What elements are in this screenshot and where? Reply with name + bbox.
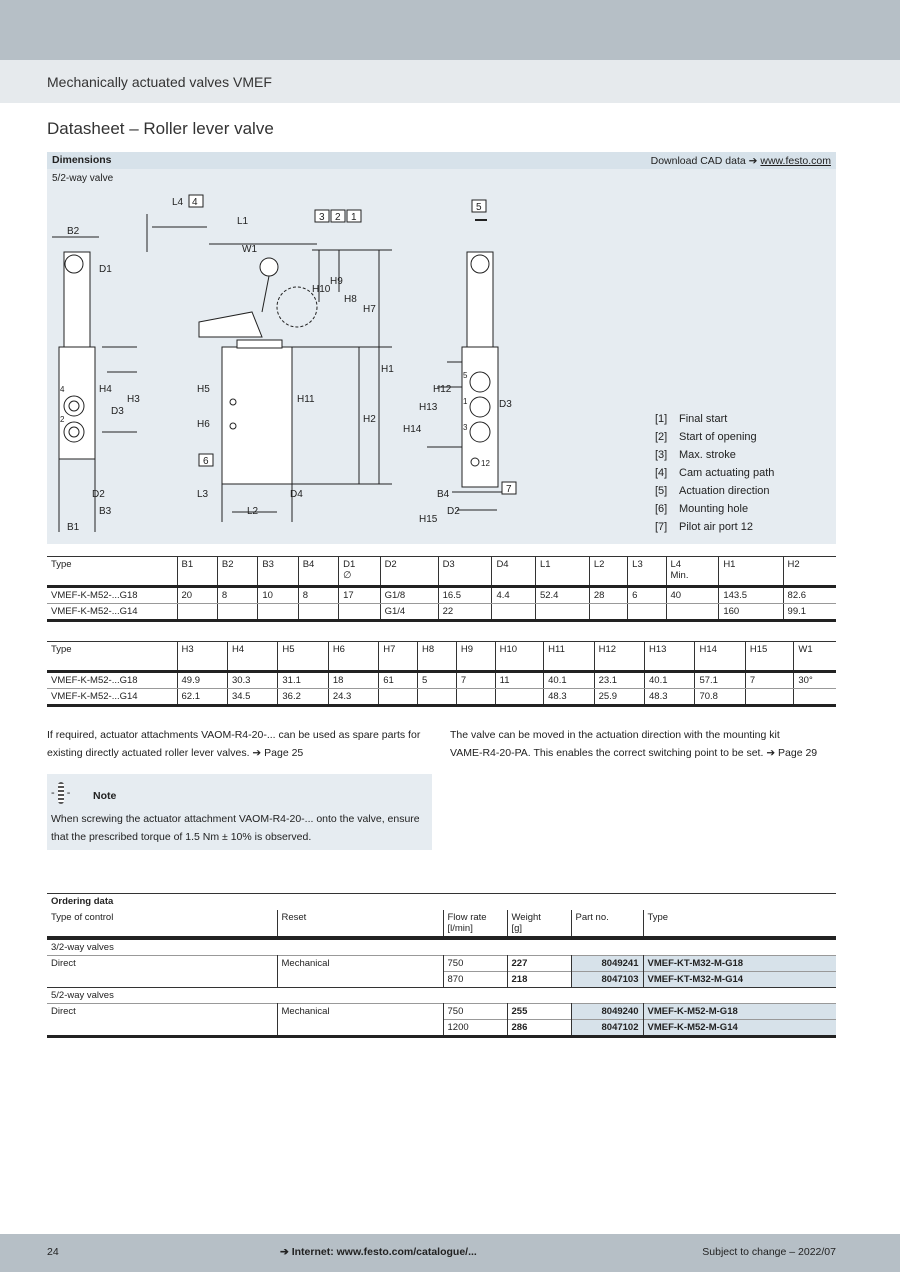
table-cell: 143.5: [719, 587, 783, 604]
header-cell: L3: [628, 557, 666, 587]
ordering-cell: VMEF-KT-M32-M-G18: [643, 955, 836, 971]
ordering-cell: 750: [443, 1003, 507, 1019]
table-cell: [456, 689, 495, 706]
ordering-cell: Mechanical: [277, 1003, 443, 1019]
svg-text:H14: H14: [403, 424, 422, 435]
spare-parts-text: If required, actuator attachments VAOM-R4-20-... can be used as spare parts for existing directly actuated roller lever valves. ➔ Page 25: [47, 729, 421, 759]
table-header-row: [47, 557, 836, 587]
ordering-cell: 286: [507, 1019, 571, 1036]
svg-text:L2: L2: [247, 506, 259, 517]
header-cell: D4: [492, 557, 536, 587]
table-row: [47, 672, 836, 689]
dimension-table-1: [47, 556, 836, 622]
ordering-cell: 8047102: [571, 1019, 643, 1036]
header-cell: D2: [380, 557, 438, 587]
legend-item: [6] Mounting hole: [655, 503, 749, 515]
ordering-header-cell: Reset: [277, 910, 443, 938]
top-bar: [0, 0, 900, 60]
header-cell: B1: [177, 557, 217, 587]
table-cell: 30°: [794, 672, 836, 689]
table-cell: G1/4: [380, 604, 438, 621]
ordering-cell: 750: [443, 955, 507, 971]
dimension-table-2: [47, 641, 836, 707]
svg-text:H3: H3: [127, 394, 140, 405]
table-cell: [177, 604, 217, 621]
table-cell: 31.1: [278, 672, 328, 689]
header-cell: H12: [594, 642, 644, 672]
svg-text:H13: H13: [419, 402, 438, 413]
svg-text:6: 6: [203, 456, 209, 467]
table-cell: 7: [745, 672, 794, 689]
table-cell: [298, 604, 338, 621]
header-cell: B4: [298, 557, 338, 587]
ordering-cell: 218: [507, 971, 571, 987]
table-cell: [794, 689, 836, 706]
header-cell: H10: [495, 642, 544, 672]
header-cell: D1 ∅: [339, 557, 380, 587]
internet-link[interactable]: ➔ Internet: www.festo.com/catalogue/...: [280, 1246, 477, 1258]
section-title: Mechanically actuated valves VMEF: [47, 74, 272, 90]
ordering-cell: 870: [443, 971, 507, 987]
table-row: [47, 604, 836, 621]
header-cell: Type: [47, 642, 177, 672]
dim-l4: L4: [172, 197, 184, 208]
svg-text:H8: H8: [344, 294, 357, 305]
svg-text:H11: H11: [297, 394, 315, 405]
svg-text:D2: D2: [447, 506, 460, 517]
table-cell: 30.3: [227, 672, 277, 689]
svg-text:5: 5: [476, 202, 482, 213]
svg-text:H2: H2: [363, 414, 376, 425]
change-note: Subject to change – 2022/07: [702, 1246, 836, 1258]
table-cell: [418, 689, 457, 706]
note-text: When screwing the actuator attachment VAOM-R4-20-... onto the valve, ensure that the prescribed torque of 1.5 Nm ± 10% is observed.: [51, 813, 420, 843]
ordering-row: [47, 1003, 836, 1019]
table-cell: 11: [495, 672, 544, 689]
ordering-header-cell: Flow rate [l/min]: [443, 910, 507, 938]
table-cell: 20: [177, 587, 217, 604]
ordering-title-row: [47, 894, 836, 910]
header-cell: Type: [47, 557, 177, 587]
ordering-cell: 8049240: [571, 1003, 643, 1019]
svg-text:7: 7: [506, 484, 512, 495]
table-cell: VMEF-K-M52-...G14: [47, 604, 177, 621]
table-row: [47, 689, 836, 706]
note-icon: - -: [51, 782, 70, 804]
table-cell: [745, 689, 794, 706]
ordering-row: [47, 1019, 836, 1036]
svg-text:3: 3: [319, 212, 325, 223]
header-cell: H3: [177, 642, 227, 672]
ordering-header-cell: Type of control: [51, 911, 114, 923]
table-cell: 99.1: [783, 604, 836, 621]
ordering-cell: Direct: [51, 957, 76, 969]
table-cell: VMEF-K-M52-...G14: [47, 689, 177, 706]
table-cell: 5: [418, 672, 457, 689]
footer: [0, 1234, 900, 1272]
svg-text:2: 2: [335, 212, 341, 223]
dimension-drawing: [47, 192, 647, 542]
table-cell: 36.2: [278, 689, 328, 706]
header-cell: W1: [794, 642, 836, 672]
legend-item: [4] Cam actuating path: [655, 467, 775, 479]
table-cell: 40.1: [544, 672, 594, 689]
svg-text:H7: H7: [363, 304, 376, 315]
svg-text:1: 1: [463, 397, 468, 406]
dim-b2: B2: [67, 226, 80, 237]
ordering-header-cell: Type: [643, 910, 836, 938]
table-cell: 8: [217, 587, 257, 604]
ordering-table: [47, 893, 836, 1038]
table-cell: [535, 604, 589, 621]
legend-item: [7] Pilot air port 12: [655, 521, 753, 533]
note-box: [47, 774, 432, 850]
ordering-header-cell: Part no.: [571, 910, 643, 938]
header-cell: L1: [535, 557, 589, 587]
table-cell: 40.1: [645, 672, 695, 689]
table-cell: [495, 689, 544, 706]
svg-text:B4: B4: [437, 489, 450, 500]
cad-text: Download CAD data ➔: [650, 155, 758, 167]
table-cell: 4.4: [492, 587, 536, 604]
svg-text:D4: D4: [290, 489, 303, 500]
ordering-cell: 255: [507, 1003, 571, 1019]
svg-text:W1: W1: [242, 244, 257, 255]
header-cell: H7: [379, 642, 418, 672]
table-cell: 7: [456, 672, 495, 689]
ordering-group-row: [47, 938, 836, 956]
svg-text:H5: H5: [197, 384, 210, 395]
table-cell: [258, 604, 298, 621]
svg-text:12: 12: [481, 459, 490, 468]
ordering-group-name: 5/2-way valves: [47, 987, 836, 1003]
header-cell: B3: [258, 557, 298, 587]
legend-item: [1] Final start: [655, 413, 728, 425]
table-cell: 22: [438, 604, 492, 621]
svg-text:D1: D1: [99, 264, 112, 275]
legend: [655, 410, 774, 536]
page-number: 24: [47, 1246, 59, 1258]
svg-text:H6: H6: [197, 419, 210, 430]
header-cell: H5: [278, 642, 328, 672]
ordering-cell: [277, 1019, 443, 1036]
ordering-group-name: 3/2-way valves: [47, 938, 836, 956]
table-cell: 82.6: [783, 587, 836, 604]
ordering-header-cell: Weight [g]: [507, 910, 571, 938]
table-cell: 25.9: [594, 689, 644, 706]
header-cell: H4: [227, 642, 277, 672]
mounting-kit-text: The valve can be moved in the actuation direction with the mounting kit VAME-R4-20-PA. This enables the correct switching point to be set. ➔ Page 29: [450, 729, 818, 759]
ordering-cell: VMEF-K-M52-M-G14: [643, 1019, 836, 1036]
table-cell: [339, 604, 380, 621]
header-cell: B2: [217, 557, 257, 587]
table-cell: 23.1: [594, 672, 644, 689]
svg-text:D3: D3: [499, 399, 512, 410]
cad-download: [651, 155, 831, 167]
dimensions-panel: [47, 152, 836, 544]
table-cell: [589, 604, 627, 621]
dimensions-header: [47, 152, 836, 169]
svg-text:L3: L3: [197, 489, 209, 500]
table-cell: [379, 689, 418, 706]
table-cell: G1/8: [380, 587, 438, 604]
ordering-cell: 1200: [443, 1019, 507, 1036]
table-cell: 34.5: [227, 689, 277, 706]
header-cell: H2: [783, 557, 836, 587]
table-header-row: [47, 642, 836, 672]
legend-item: [3] Max. stroke: [655, 449, 736, 461]
header-cell: L4 Min.: [666, 557, 719, 587]
svg-text:4: 4: [60, 385, 65, 394]
table-cell: 160: [719, 604, 783, 621]
header-cell: H11: [544, 642, 594, 672]
svg-text:H10: H10: [312, 284, 331, 295]
table-cell: 10: [258, 587, 298, 604]
ordering-header-row: [47, 910, 836, 938]
table-cell: [628, 604, 666, 621]
header-cell: H9: [456, 642, 495, 672]
table-cell: [217, 604, 257, 621]
table-cell: 40: [666, 587, 719, 604]
table-cell: 28: [589, 587, 627, 604]
table-cell: 62.1: [177, 689, 227, 706]
table-cell: VMEF-K-M52-...G18: [47, 587, 177, 604]
header-cell: H6: [328, 642, 378, 672]
table-cell: 49.9: [177, 672, 227, 689]
header-cell: H13: [645, 642, 695, 672]
svg-text:4: 4: [192, 197, 198, 208]
table-cell: 57.1: [695, 672, 745, 689]
header-cell: L2: [589, 557, 627, 587]
header-cell: D3: [438, 557, 492, 587]
ordering-row: [47, 971, 836, 987]
dimensions-subtitle: 5/2-way valve: [52, 173, 114, 184]
svg-text:3: 3: [463, 423, 468, 432]
header-cell: H15: [745, 642, 794, 672]
ordering-cell: VMEF-KT-M32-M-G14: [643, 971, 836, 987]
table-cell: [666, 604, 719, 621]
table-cell: 70.8: [695, 689, 745, 706]
svg-text:H1: H1: [381, 364, 394, 375]
ordering-cell: [47, 971, 277, 987]
table-cell: 48.3: [645, 689, 695, 706]
table-cell: 24.3: [328, 689, 378, 706]
table-cell: 6: [628, 587, 666, 604]
svg-text:H4: H4: [99, 384, 112, 395]
ordering-cell: 227: [507, 955, 571, 971]
header-cell: H14: [695, 642, 745, 672]
header-cell: H1: [719, 557, 783, 587]
table-cell: 18: [328, 672, 378, 689]
ordering-cell: 8047103: [571, 971, 643, 987]
note-title: Note: [93, 790, 117, 802]
table-cell: 52.4: [535, 587, 589, 604]
svg-text:D3: D3: [111, 406, 124, 417]
ordering-cell: Mechanical: [277, 955, 443, 971]
ordering-group-row: [47, 987, 836, 1003]
table-cell: 61: [379, 672, 418, 689]
dimensions-label: Dimensions: [52, 154, 112, 166]
svg-text:1: 1: [351, 212, 357, 223]
svg-text:B3: B3: [99, 506, 112, 517]
svg-text:H9: H9: [330, 276, 343, 287]
table-cell: 48.3: [544, 689, 594, 706]
svg-text:D2: D2: [92, 489, 105, 500]
ordering-cell: VMEF-K-M52-M-G18: [643, 1003, 836, 1019]
svg-text:H15: H15: [419, 514, 438, 525]
cad-link[interactable]: www.festo.com: [760, 155, 831, 167]
ordering-cell: Direct: [51, 1005, 76, 1017]
table-cell: 17: [339, 587, 380, 604]
legend-item: [2] Start of opening: [655, 431, 757, 443]
table-row: [47, 587, 836, 604]
section-header: [0, 60, 900, 103]
svg-text:B1: B1: [67, 522, 80, 533]
ordering-cell: 8049241: [571, 955, 643, 971]
svg-text:H12: H12: [433, 384, 452, 395]
svg-text:2: 2: [60, 415, 65, 424]
page-title: Datasheet – Roller lever valve: [47, 119, 274, 138]
table-cell: 8: [298, 587, 338, 604]
svg-text:5: 5: [463, 371, 468, 380]
table-cell: [492, 604, 536, 621]
header-cell: H8: [418, 642, 457, 672]
ordering-cell: [277, 971, 443, 987]
table-cell: VMEF-K-M52-...G18: [47, 672, 177, 689]
table-cell: 16.5: [438, 587, 492, 604]
legend-item: [5] Actuation direction: [655, 485, 770, 497]
ordering-row: [47, 955, 836, 971]
dim-l1: L1: [237, 216, 249, 227]
ordering-title: Ordering data: [47, 894, 836, 910]
ordering-cell: [47, 1019, 277, 1036]
